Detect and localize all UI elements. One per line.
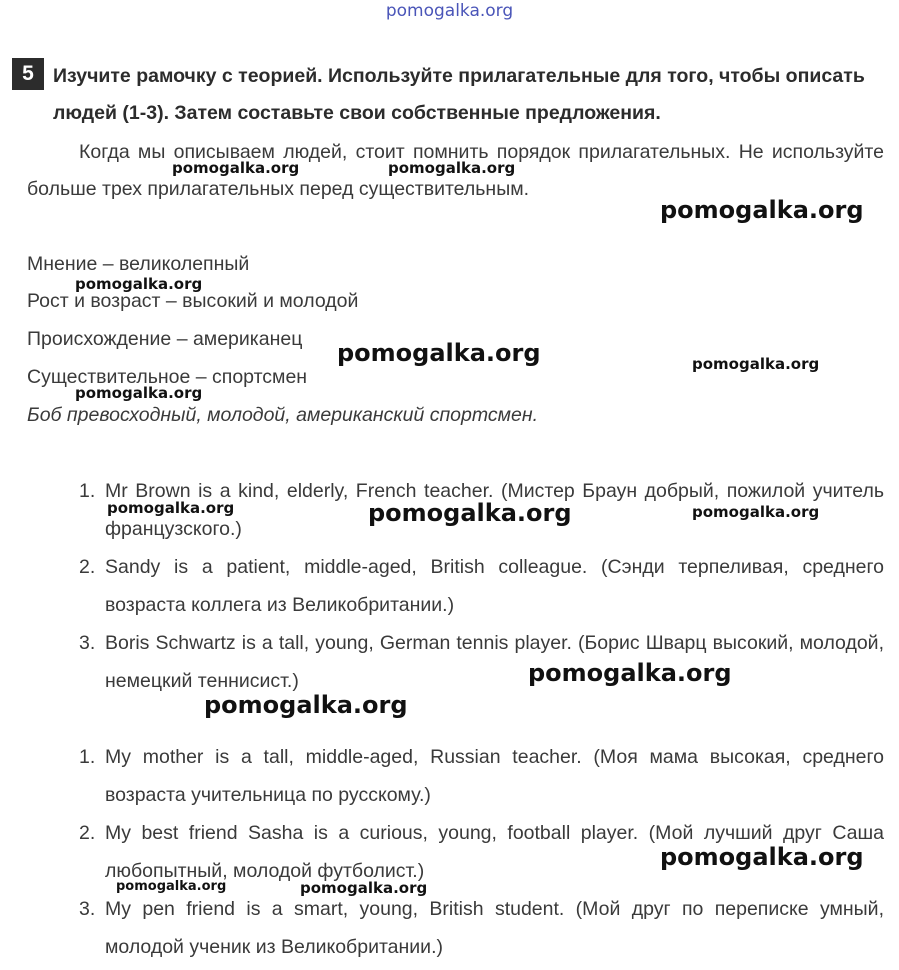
list-item <box>79 738 884 814</box>
item-number: 2. <box>79 822 96 844</box>
order-noun: Существительное – спортсмен <box>27 366 308 388</box>
watermark: pomogalka.org <box>300 879 428 897</box>
watermark: pomogalka.org <box>107 499 235 517</box>
item-text: Boris Schwartz is a tall, young, German tennis player. (Борис Шварц высокий, молодой, немецкий теннисист.) <box>105 632 884 692</box>
list-item <box>79 548 884 624</box>
watermark: pomogalka.org <box>172 159 300 177</box>
watermark: pomogalka.org <box>692 503 820 521</box>
item-text: My best friend Sasha is a curious, young, football player. (Мой лучший друг Саша любопытный, молодой футболист.) <box>105 822 884 882</box>
order-origin: Происхождение – американец <box>27 328 303 350</box>
item-number: 3. <box>79 898 96 920</box>
item-number: 2. <box>79 556 96 578</box>
item-number: 1. <box>79 480 96 502</box>
watermark: pomogalka.org <box>75 384 203 402</box>
watermark: pomogalka.org <box>660 196 864 224</box>
order-opinion: Мнение – великолепный <box>27 253 250 275</box>
watermark: pomogalka.org <box>388 159 516 177</box>
watermark: pomogalka.org <box>528 659 732 687</box>
list-item <box>79 890 884 966</box>
watermark: pomogalka.org <box>660 843 864 871</box>
order-size-age: Рост и возраст – высокий и молодой <box>27 290 359 312</box>
site-watermark-top: pomogalka.org <box>385 1 514 21</box>
watermark: pomogalka.org <box>116 879 227 894</box>
exercise-task: Изучите рамочку с теорией. Используйте прилагательные для того, чтобы описать людей (1-3). Затем составьте свои собственные предложения. <box>53 65 865 124</box>
theory-example: Боб превосходный, молодой, американский спортсмен. <box>27 404 539 426</box>
watermark: pomogalka.org <box>204 691 408 719</box>
item-text: Mr Brown is a kind, elderly, French teacher. (Мистер Браун добрый, пожилой учитель французского.) <box>105 480 884 540</box>
watermark: pomogalka.org <box>75 275 203 293</box>
watermark: pomogalka.org <box>692 355 820 373</box>
item-text: My pen friend is a smart, young, British student. (Мой друг по переписке умный, молодой ученик из Великобритании.) <box>105 898 884 958</box>
theory-text: Когда мы описываем людей, стоит помнить порядок прилагательных. Не используйте больше трех прилагательных перед существительным. <box>27 141 884 200</box>
item-number: 1. <box>79 746 96 768</box>
item-text: My mother is a tall, middle-aged, Russian teacher. (Моя мама высокая, среднего возраста учительница по русскому.) <box>105 746 884 806</box>
list-item <box>79 624 884 700</box>
exercise-number: 5 <box>12 58 44 90</box>
watermark: pomogalka.org <box>368 499 572 527</box>
item-text: Sandy is a patient, middle-aged, British colleague. (Сэнди терпеливая, среднего возраста коллега из Великобритании.) <box>105 556 884 616</box>
watermark: pomogalka.org <box>337 339 541 367</box>
item-number: 3. <box>79 632 96 654</box>
